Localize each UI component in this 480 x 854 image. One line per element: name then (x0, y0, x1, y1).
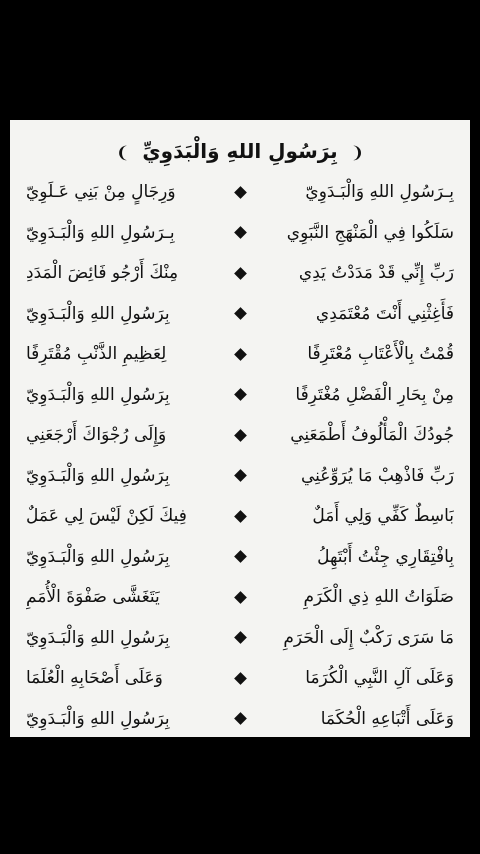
verse-first-hemistich: قُمْتُ بِالْأَعْتَابِ مُعْتَرِفًا (307, 344, 454, 365)
verse-row (26, 253, 454, 294)
verse-row (26, 658, 454, 699)
verse-first-hemistich: مِنْ بِحَارِ الْفَضْلِ مُغْتَرِفًا (295, 384, 454, 405)
verse-row (26, 618, 454, 659)
ornament-close: ❩ (115, 143, 130, 162)
verse-row (26, 294, 454, 335)
verse-first-hemistich: رَبِّ فَاذْهِبْ مَا يُرَوِّعُنِي (300, 465, 454, 486)
diamond-separator-icon (234, 591, 247, 604)
verse-first-hemistich: جُودُكَ الْمَأْلُوفُ أَطْمَعَنِي (290, 425, 454, 446)
verse-row (26, 577, 454, 618)
verse-row (26, 172, 454, 213)
verse-second-hemistich: مِنْكَ أَرْجُو فَائِضَ الْمَدَدِ (26, 263, 179, 284)
verse-second-hemistich: بِرَسُولِ اللهِ وَالْبَـدَوِيّ (26, 546, 170, 567)
verse-first-hemistich: رَبِّ إِنِّي قَدْ مَدَدْتُ يَدِي (298, 263, 454, 284)
verse-list (26, 172, 454, 739)
poem-title-text: بِرَسُولِ اللهِ وَالْبَدَوِيِّ (142, 139, 338, 163)
verse-first-hemistich: وَعَلَى آلِ النَّبِي الْكُرَمَا (305, 668, 454, 689)
verse-second-hemistich: وَعَلَى أَصْحَابِهِ الْعُلَمَا (26, 668, 163, 689)
verse-first-hemistich: بَاسِطٌ كَفِّي وَلِي أَمَلٌ (312, 506, 454, 527)
diamond-separator-icon (234, 186, 247, 199)
verse-second-hemistich: يَتَغَشَّى صَفْوَةَ الْأُمَمِ (26, 587, 160, 608)
diamond-separator-icon (234, 348, 247, 361)
verse-first-hemistich: وَعَلَى أَتْبَاعِهِ الْحُكَمَا (320, 708, 454, 729)
verse-row (26, 213, 454, 254)
verse-first-hemistich: بِافْتِقَارِي جِئْتُ أَبْتَهِلُ (317, 546, 454, 567)
diamond-separator-icon (234, 631, 247, 644)
verse-row (26, 415, 454, 456)
poem-page (10, 120, 470, 737)
verse-second-hemistich: وَرِجَالٍ مِنْ بَنِي عَـلَوِيّ (26, 182, 176, 203)
verse-row (26, 699, 454, 740)
verse-second-hemistich: بِرَسُولِ اللهِ وَالْبَـدَوِيّ (26, 627, 170, 648)
verse-second-hemistich: بِرَسُولِ اللهِ وَالْبَـدَوِيّ (26, 465, 170, 486)
ornament-open: ❨ (350, 143, 365, 162)
diamond-separator-icon (234, 469, 247, 482)
verse-second-hemistich: بِرَسُولِ اللهِ وَالْبَـدَوِيّ (26, 708, 170, 729)
verse-first-hemistich: سَلَكُوا فِي الْمَنْهَجِ النَّبَوِي (286, 222, 454, 243)
verse-row (26, 496, 454, 537)
diamond-separator-icon (234, 550, 247, 563)
verse-second-hemistich: بِـرَسُولِ اللهِ وَالْبَـدَوِيّ (26, 222, 175, 243)
verse-row (26, 334, 454, 375)
verse-second-hemistich: وَإِلَى رُجْوَاكَ أَرْجَعَنِي (26, 425, 167, 446)
verse-first-hemistich: مَا سَرَى رَكْبٌ إِلَى الْحَرَمِ (283, 627, 454, 648)
diamond-separator-icon (234, 429, 247, 442)
diamond-separator-icon (234, 226, 247, 239)
diamond-separator-icon (234, 510, 247, 523)
diamond-separator-icon (234, 672, 247, 685)
verse-second-hemistich: فِيكَ لَكِنْ لَيْسَ لِي عَمَلٌ (26, 506, 187, 527)
poem-title (26, 134, 454, 168)
verse-second-hemistich: بِرَسُولِ اللهِ وَالْبَـدَوِيّ (26, 303, 170, 324)
verse-second-hemistich: لِعَظِيمِ الذَّنْبِ مُقْتَرِفًا (26, 344, 167, 365)
diamond-separator-icon (234, 388, 247, 401)
verse-first-hemistich: صَلَوَاتُ اللهِ ذِي الْكَرَمِ (303, 587, 454, 608)
verse-first-hemistich: فَأَغِثْنِي أَنْتَ مُعْتَمَدِي (315, 303, 454, 324)
verse-row (26, 375, 454, 416)
verse-second-hemistich: بِرَسُولِ اللهِ وَالْبَـدَوِيّ (26, 384, 170, 405)
verse-row (26, 456, 454, 497)
diamond-separator-icon (234, 267, 247, 280)
verse-first-hemistich: بِـرَسُولِ اللهِ وَالْبَـدَوِيّ (305, 182, 454, 203)
diamond-separator-icon (234, 307, 247, 320)
diamond-separator-icon (234, 712, 247, 725)
verse-row (26, 537, 454, 578)
